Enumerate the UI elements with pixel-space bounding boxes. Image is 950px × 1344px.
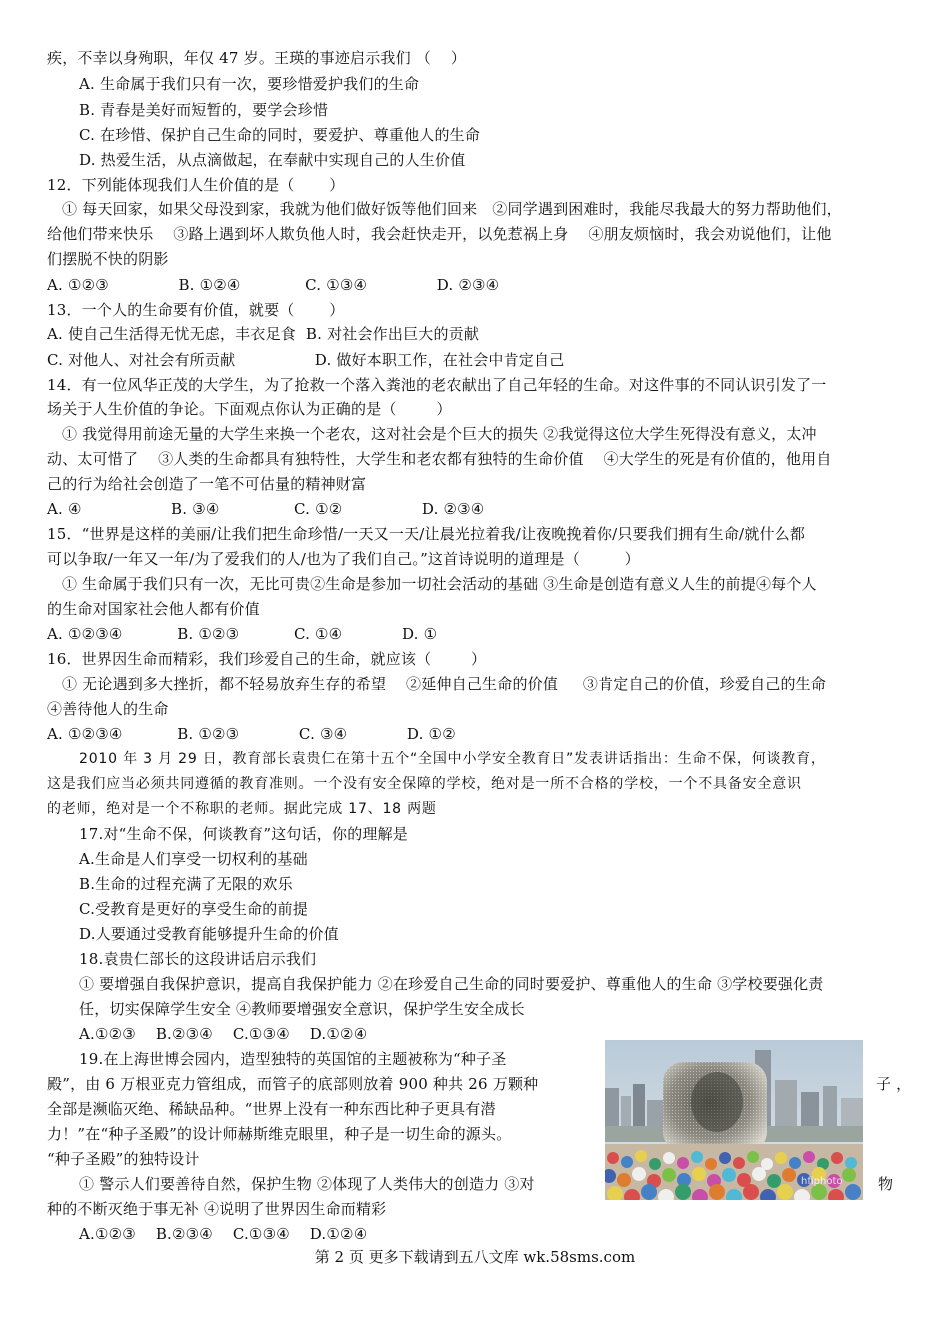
text-line: 力！”在“种子圣殿”的设计师赫斯维克眼里，种子是一切生命的源头。 — [47, 1125, 512, 1143]
text-line: 疾，不幸以身殉职，年仅 47 岁。王瑛的事迹启示我们 （ ） — [47, 49, 467, 67]
answer-options: A. ④ B. ③④ C. ①② D. ②③④ — [47, 500, 485, 518]
answer-options: A.①②③ B.②③④ C.①③④ D.①②④ — [79, 1025, 368, 1043]
passage-line: 这是我们应当必须共同遵循的教育准则。一个没有安全保障的学校，绝对是一所不合格的学校，一个不具备安全意识 — [47, 776, 802, 792]
passage-line: 的老师，绝对是一个不称职的老师。据此完成 17、18 两题 — [47, 801, 437, 817]
option-c: C. 在珍惜、保护自己生命的同时，要爱护、尊重他人的生命 — [79, 126, 481, 144]
text-line: 任，切实保障学生安全 ④教师要增强安全意识，保护学生安全成长 — [79, 1000, 525, 1018]
question-12: 12．下列能体现我们人生价值的是（ ） — [47, 176, 345, 194]
option-a: A. 生命属于我们只有一次，要珍惜爱护我们的生命 — [79, 75, 420, 93]
option-b: B.生命的过程充满了无限的欢乐 — [79, 875, 293, 893]
page-footer: 第 2 页 更多下载请到五八文库 wk.58sms.com — [314, 1248, 636, 1266]
question-18: 18.袁贵仁部长的这段讲话启示我们 — [79, 950, 317, 968]
text-line: ① 要增强自我保护意识，提高自我保护能力 ②在珍爱自己生命的同时要爱护、尊重他人的生命 ③学校要强化责 — [79, 975, 824, 993]
uk-pavilion-photo — [605, 1040, 863, 1200]
text-line: C. 对他人、对社会有所贡献 D. 做好本职工作，在社会中肯定自己 — [47, 351, 565, 369]
option-c: C.受教育是更好的享受生命的前提 — [79, 900, 308, 918]
text-line: 们摆脱不快的阴影 — [47, 250, 169, 268]
text-line: 给他们带来快乐 ③路上遇到坏人欺负他人时，我会赶快走开，以免惹祸上身 ④朋友烦恼时，我会劝说他们，让他 — [47, 225, 832, 243]
question-17: 17.对“生命不保，何谈教育”这句话，你的理解是 — [79, 825, 408, 843]
option-a: A.生命是人们享受一切权利的基础 — [79, 850, 308, 868]
question-16: 16．世界因生命而精彩，我们珍爱自己的生命，就应该（ ） — [47, 650, 487, 668]
answer-options: A.①②③ B.②③④ C.①③④ D.①②④ — [79, 1225, 368, 1243]
text-line: ① 警示人们要善待自然，保护生物 ②体现了人类伟大的创造力 ③对 — [79, 1175, 535, 1193]
question-13: 13．一个人的生命要有价值，就要（ ） — [47, 301, 345, 319]
question-19: 19.在上海世博会园内，造型独特的英国馆的主题被称为“种子圣 — [79, 1050, 507, 1068]
text-line: ① 我觉得用前途无量的大学生来换一个老农，这对社会是个巨大的损失 ②我觉得这位大学生死得没有意义，太冲 — [62, 425, 817, 443]
text-line: ① 无论遇到多大挫折，都不轻易放弃生存的希望 ②延伸自己生命的价值 ③肯定自己的价值，珍爱自己的生命 — [62, 675, 827, 693]
answer-options: A. ①②③④ B. ①②③ C. ①④ D. ① — [47, 625, 438, 643]
text-line: 殿”，由 6 万根亚克力管组成，而管子的底部则放着 900 种共 26 万颗种 — [47, 1075, 539, 1093]
answer-options: A. ①②③ B. ①②④ C. ①③④ D. ②③④ — [47, 276, 500, 294]
text-line: 全部是濒临灭绝、稀缺品种。“世界上没有一种东西比种子更具有潜 — [47, 1100, 496, 1118]
text-line: 己的行为给社会创造了一笔不可估量的精神财富 — [47, 475, 367, 493]
text-line: ① 每天回家，如果父母没到家，我就为他们做好饭等他们回来 ②同学遇到困难时，我能尽我最大的努力帮助他们， — [62, 200, 842, 218]
text-line-tail: 物 — [878, 1175, 894, 1193]
text-line: A. 使自己生活得无忧无虑，丰衣足食 B. 对社会作出巨大的贡献 — [47, 325, 480, 343]
option-d: D. 热爱生活，从点滴做起，在奉献中实现自己的人生价值 — [79, 151, 466, 169]
passage-line: 2010 年 3 月 29 日，教育部长袁贵仁在第十五个“全国中小学安全教育日”发表讲话指出：生命不保，何谈教育， — [79, 751, 826, 767]
text-line: 可以争取/一年又一年/为了爱我们的人/也为了我们自己。”这首诗说明的道理是（ ） — [47, 550, 640, 568]
option-d: D.人要通过受教育能够提升生命的价值 — [79, 925, 339, 943]
photo-watermark: hfiphoto — [801, 1176, 843, 1187]
answer-options: A. ①②③④ B. ①②③ C. ③④ D. ①② — [47, 725, 456, 743]
text-line-tail: 子 ， — [876, 1075, 912, 1093]
text-line: 种的不断灭绝于事无补 ④说明了世界因生命而精彩 — [47, 1200, 387, 1218]
question-15: 15．“世界是这样的美丽/让我们把生命珍惜/一天又一天/让晨光拉着我/让夜晚挽着你/只要我们拥有生命/就什么都 — [47, 525, 806, 543]
text-line: 动、太可惜了 ③人类的生命都具有独特性，大学生和老农都有独特的生命价值 ④大学生的死是有价值的，他用自 — [47, 450, 832, 468]
text-line: ① 生命属于我们只有一次，无比可贵②生命是参加一切社会活动的基础 ③生命是创造有意义人生的前提④每个人 — [62, 575, 817, 593]
text-line: ④善待他人的生命 — [47, 700, 169, 718]
text-line: “种子圣殿”的独特设计 — [47, 1150, 200, 1168]
option-b: B. 青春是美好而短暂的，要学会珍惜 — [79, 101, 329, 119]
text-line: 的生命对国家社会他人都有价值 — [47, 600, 260, 618]
question-14: 14．有一位风华正茂的大学生，为了抢救一个落入粪池的老农献出了自己年轻的生命。对这件事的不同认识引发了一 — [47, 376, 827, 394]
text-line: 场关于人生价值的争论。下面观点你认为正确的是（ ） — [47, 400, 452, 418]
